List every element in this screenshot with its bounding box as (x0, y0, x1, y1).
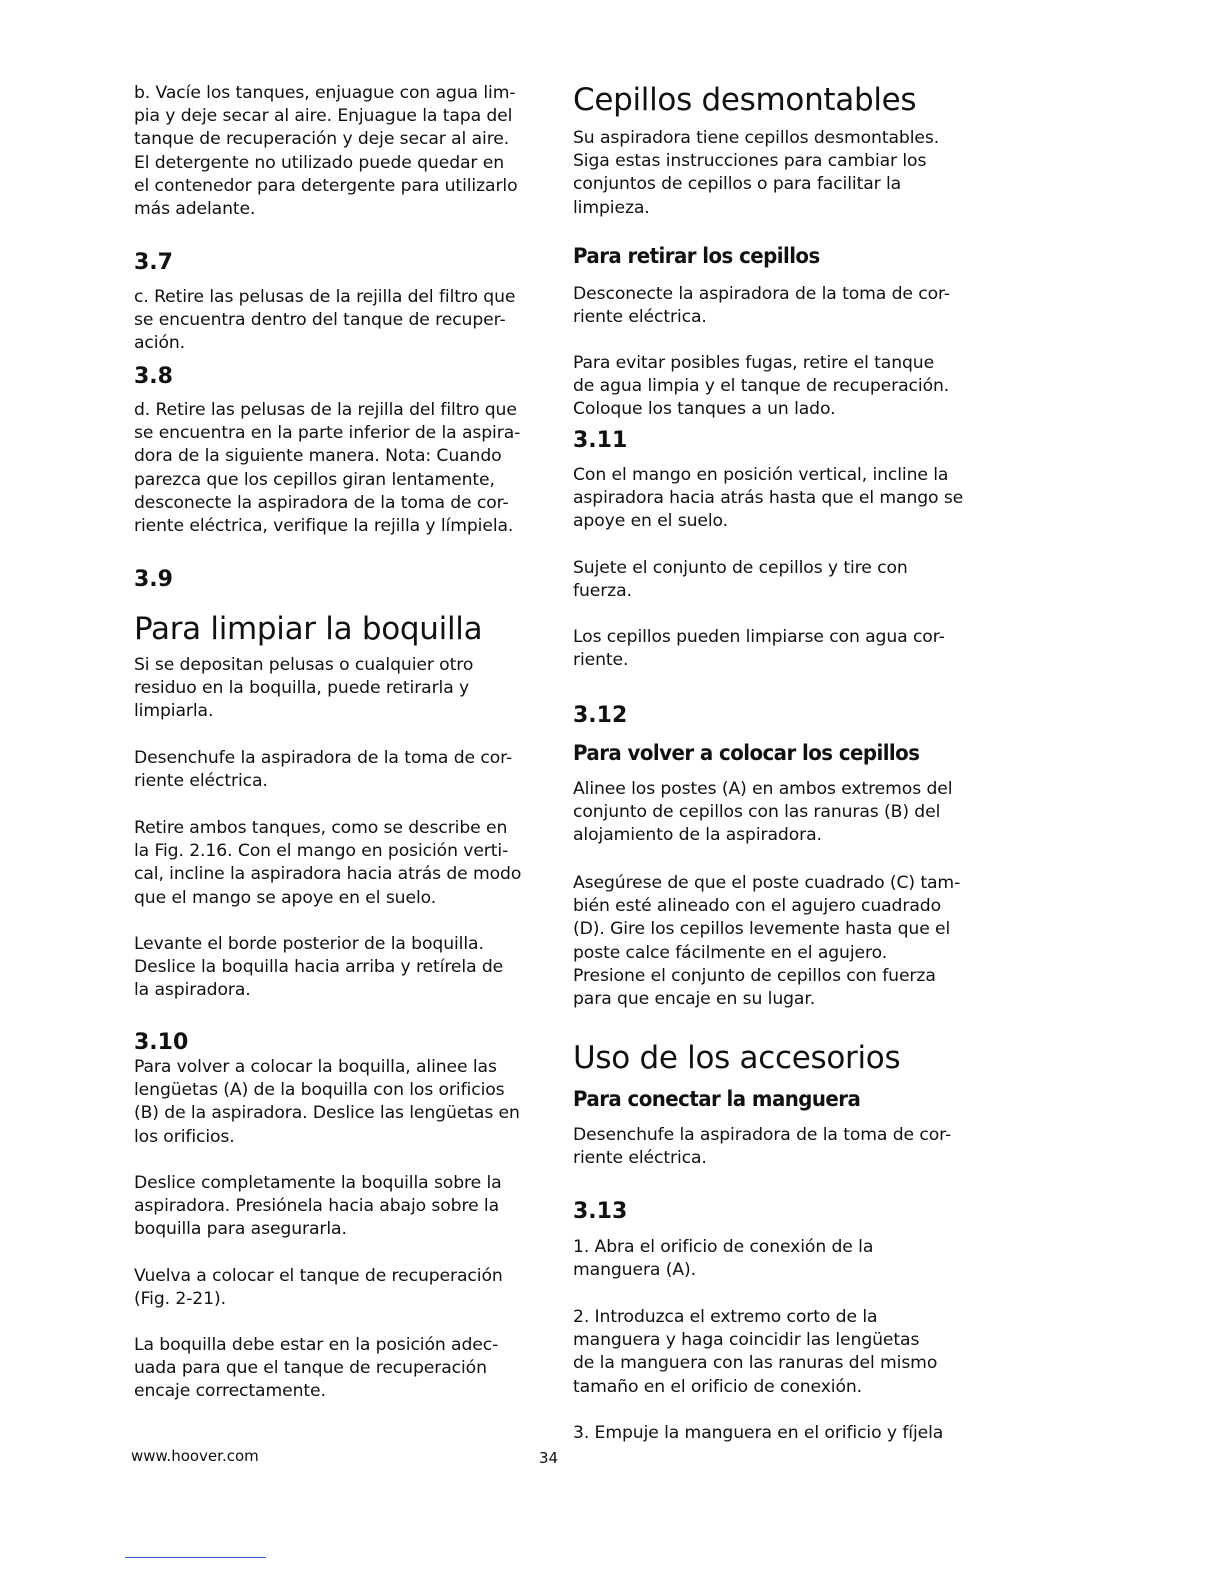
figure-number-3-10: 3.10 (134, 1030, 189, 1055)
step-3-11-tilt-text: Con el mango en posición vertical, incline la aspiradora hacia atrás hasta que el mango se apoye en el suelo. (573, 465, 964, 532)
step-3-13-open-text: 1. Abra el orificio de conexión de la manguera (A). (573, 1237, 874, 1281)
boquilla-lift-text: Levante el borde posterior de la boquilla. Deslice la boquilla hacia arriba y retírela de la aspiradora. (134, 934, 504, 1001)
retirar-tanks-text: Para evitar posibles fugas, retire el tanque de agua limpia y el tanque de recuperación. Coloque los tanques a un lado. (573, 353, 950, 420)
cepillos-intro-text: Su aspiradora tiene cepillos desmontables. Siga estas instrucciones para cambiar los conjuntos de cepillos o para facilitar la limpieza. (573, 128, 940, 218)
section-heading-boquilla: Para limpiar la boquilla (134, 611, 483, 647)
page-number: 34 (539, 1449, 559, 1467)
boquilla-remove-tanks-text: Retire ambos tanques, como se describe en la Fig. 2.16. Con el mango en posición verti- cal, incline la aspiradora hacia atrás de modo que el mango se apoye en el suelo. (134, 818, 522, 908)
subheading-retirar-cepillos: Para retirar los cepillos (573, 244, 820, 269)
step-3-11-pull-text: Sujete el conjunto de cepillos y tire con fuerza. (573, 558, 908, 602)
step-c-text: c. Retire las pelusas de la rejilla del filtro que se encuentra dentro del tanque de recuper- ación. (134, 287, 516, 354)
section-heading-accesorios: Uso de los accesorios (573, 1040, 901, 1076)
step-3-10-slide-text: Deslice completamente la boquilla sobre la aspiradora. Presiónela hacia abajo sobre la boquilla para asegurarla. (134, 1173, 502, 1240)
step-3-13-insert-text: 2. Introduzca el extremo corto de la manguera y haga coincidir las lengüetas de la manguera con las ranuras del mismo tamaño en el orificio de conexión. (573, 1307, 938, 1397)
subheading-volver-colocar-cepillos: Para volver a colocar los cepillos (573, 741, 920, 766)
boquilla-intro-text: Si se depositan pelusas o cualquier otro residuo en la boquilla, puede retirarla y limpiarla. (134, 655, 474, 722)
figure-number-3-13: 3.13 (573, 1199, 628, 1224)
step-3-10-align-text: Para volver a colocar la boquilla, alinee las lengüetas (A) de la boquilla con los orificios (B) de la aspiradora. Deslice las lengüetas en los orificios. (134, 1057, 520, 1147)
step-3-11-clean-text: Los cepillos pueden limpiarse con agua cor- riente. (573, 627, 945, 671)
step-b-text: b. Vacíe los tanques, enjuague con agua lim- pia y deje secar al aire. Enjuague la tapa del tanque de recuperación y deje secar al aire. El detergente no utilizado puede quedar en el contenedor para detergente para utilizarlo más adelante. (134, 83, 518, 220)
section-heading-cepillos: Cepillos desmontables (573, 82, 917, 118)
figure-number-3-7: 3.7 (134, 250, 173, 275)
footnote-rule (125, 1557, 266, 1558)
step-3-12-square-post-text: Asegúrese de que el poste cuadrado (C) tam- bién esté alineado con el agujero cuadrado (D). Gire los cepillos levemente hasta que el poste calce fácilmente en el agujero. Presione el conjunto de cepillos con fuerza para que encaje en su lugar. (573, 873, 961, 1010)
subheading-conectar-manguera: Para conectar la manguera (573, 1087, 861, 1112)
step-3-10-position-text: La boquilla debe estar en la posición adec- uada para que el tanque de recuperación encaje correctamente. (134, 1335, 499, 1402)
figure-number-3-8: 3.8 (134, 364, 173, 389)
boquilla-unplug-text: Desenchufe la aspiradora de la toma de cor- riente eléctrica. (134, 748, 513, 792)
figure-number-3-9: 3.9 (134, 567, 173, 592)
footer-website: www.hoover.com (131, 1447, 259, 1465)
figure-number-3-11: 3.11 (573, 428, 628, 453)
figure-number-3-12: 3.12 (573, 703, 628, 728)
step-3-12-align-text: Alinee los postes (A) en ambos extremos del conjunto de cepillos con las ranuras (B) del alojamiento de la aspiradora. (573, 779, 953, 846)
step-d-text: d. Retire las pelusas de la rejilla del filtro que se encuentra en la parte inferior de la aspira- dora de la siguiente manera. Nota: Cuando parezca que los cepillos giran lentamente, desconecte la aspiradora de la toma de cor- riente eléctrica, verifique la rejilla y límpiela. (134, 400, 521, 537)
step-3-13-push-text: 3. Empuje la manguera en el orificio y fíjela (573, 1423, 944, 1443)
step-3-10-tank-text: Vuelva a colocar el tanque de recuperación (Fig. 2-21). (134, 1266, 503, 1310)
manguera-unplug-text: Desenchufe la aspiradora de la toma de cor- riente eléctrica. (573, 1125, 952, 1169)
retirar-unplug-text: Desconecte la aspiradora de la toma de cor- riente eléctrica. (573, 284, 950, 328)
